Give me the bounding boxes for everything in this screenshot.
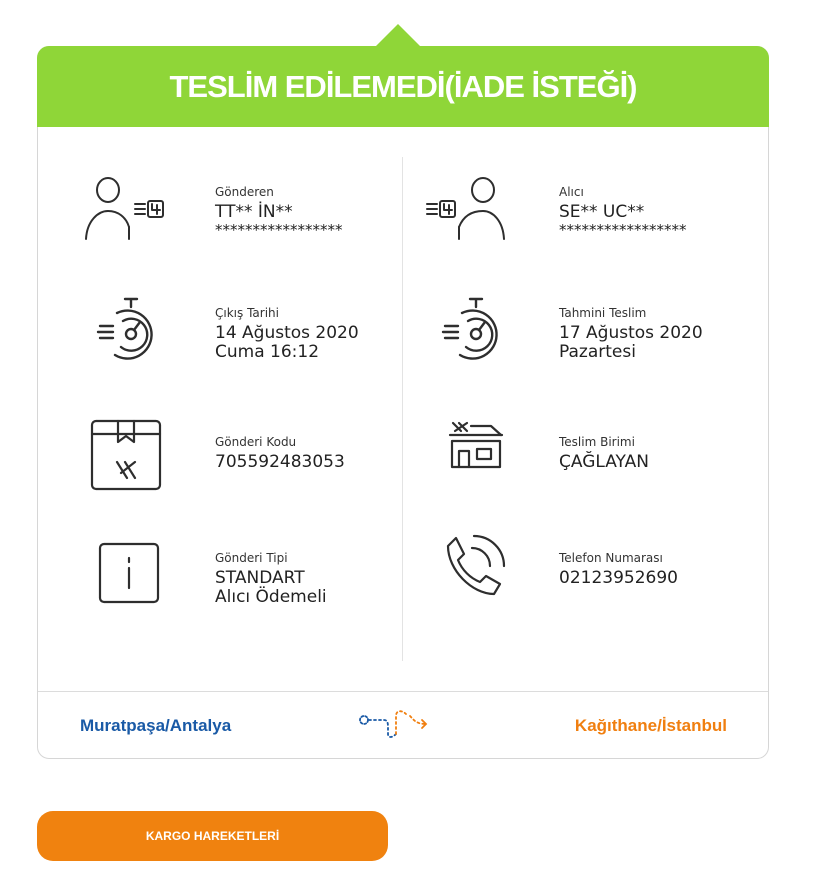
column-divider <box>402 157 403 661</box>
estimated-delivery-field <box>559 305 703 362</box>
receiver-name: SE** UC** <box>559 202 645 222</box>
payment-type-value: Alıcı Ödemeli <box>215 587 327 607</box>
receiver-person-icon <box>423 177 523 245</box>
shipment-code-label: Gönderi Kodu <box>215 435 297 449</box>
departure-field <box>215 305 359 362</box>
delivery-unit-value: ÇAĞLAYAN <box>559 452 649 472</box>
phone-value[interactable]: 02123952690 <box>559 568 678 588</box>
branch-house-icon <box>447 419 505 471</box>
sender-label: Gönderen <box>215 185 274 199</box>
sender-field <box>215 184 343 238</box>
status-header <box>37 46 769 127</box>
sender-name: TT** İN** <box>215 202 293 222</box>
shipment-type-field <box>215 550 327 607</box>
package-box-icon <box>89 418 163 492</box>
shipment-type-label: Gönderi Tipi <box>215 551 288 565</box>
stopwatch-icon <box>440 297 504 363</box>
shipment-type-value: STANDART <box>215 568 305 588</box>
sender-masked: ***************** <box>215 221 343 239</box>
cargo-movements-button[interactable]: KARGO HAREKETLERİ <box>37 811 388 861</box>
estimated-delivery-label: Tahmini Teslim <box>559 306 647 320</box>
shipment-card <box>37 46 769 759</box>
departure-label: Çıkış Tarihi <box>215 306 279 320</box>
status-pointer <box>376 24 420 46</box>
receiver-field <box>559 184 687 238</box>
destination-location: Kağıthane/İstanbul <box>574 716 727 735</box>
estimated-delivery-date: 17 Ağustos 2020 <box>559 323 703 343</box>
departure-date: 14 Ağustos 2020 <box>215 323 359 343</box>
sender-person-icon <box>84 177 180 245</box>
shipment-code-value: 705592483053 <box>215 452 345 472</box>
receiver-label: Alıcı <box>559 185 584 199</box>
info-icon <box>98 542 160 604</box>
phone-icon[interactable] <box>442 532 508 602</box>
receiver-masked: ***************** <box>559 221 687 239</box>
route-path-icon <box>358 706 454 746</box>
delivery-unit-field <box>559 434 649 472</box>
shipment-code-field <box>215 434 345 472</box>
departure-time: Cuma 16:12 <box>215 342 320 362</box>
phone-field <box>559 550 678 588</box>
estimated-delivery-day: Pazartesi <box>559 342 636 362</box>
origin-location: Muratpaşa/Antalya <box>80 716 232 735</box>
route-divider <box>38 691 768 692</box>
delivery-unit-label: Teslim Birimi <box>559 435 635 449</box>
phone-label: Telefon Numarası <box>559 551 663 565</box>
status-title: TESLİM EDİLEMEDİ(İADE İSTEĞİ) <box>169 68 637 104</box>
stopwatch-icon <box>95 297 159 363</box>
